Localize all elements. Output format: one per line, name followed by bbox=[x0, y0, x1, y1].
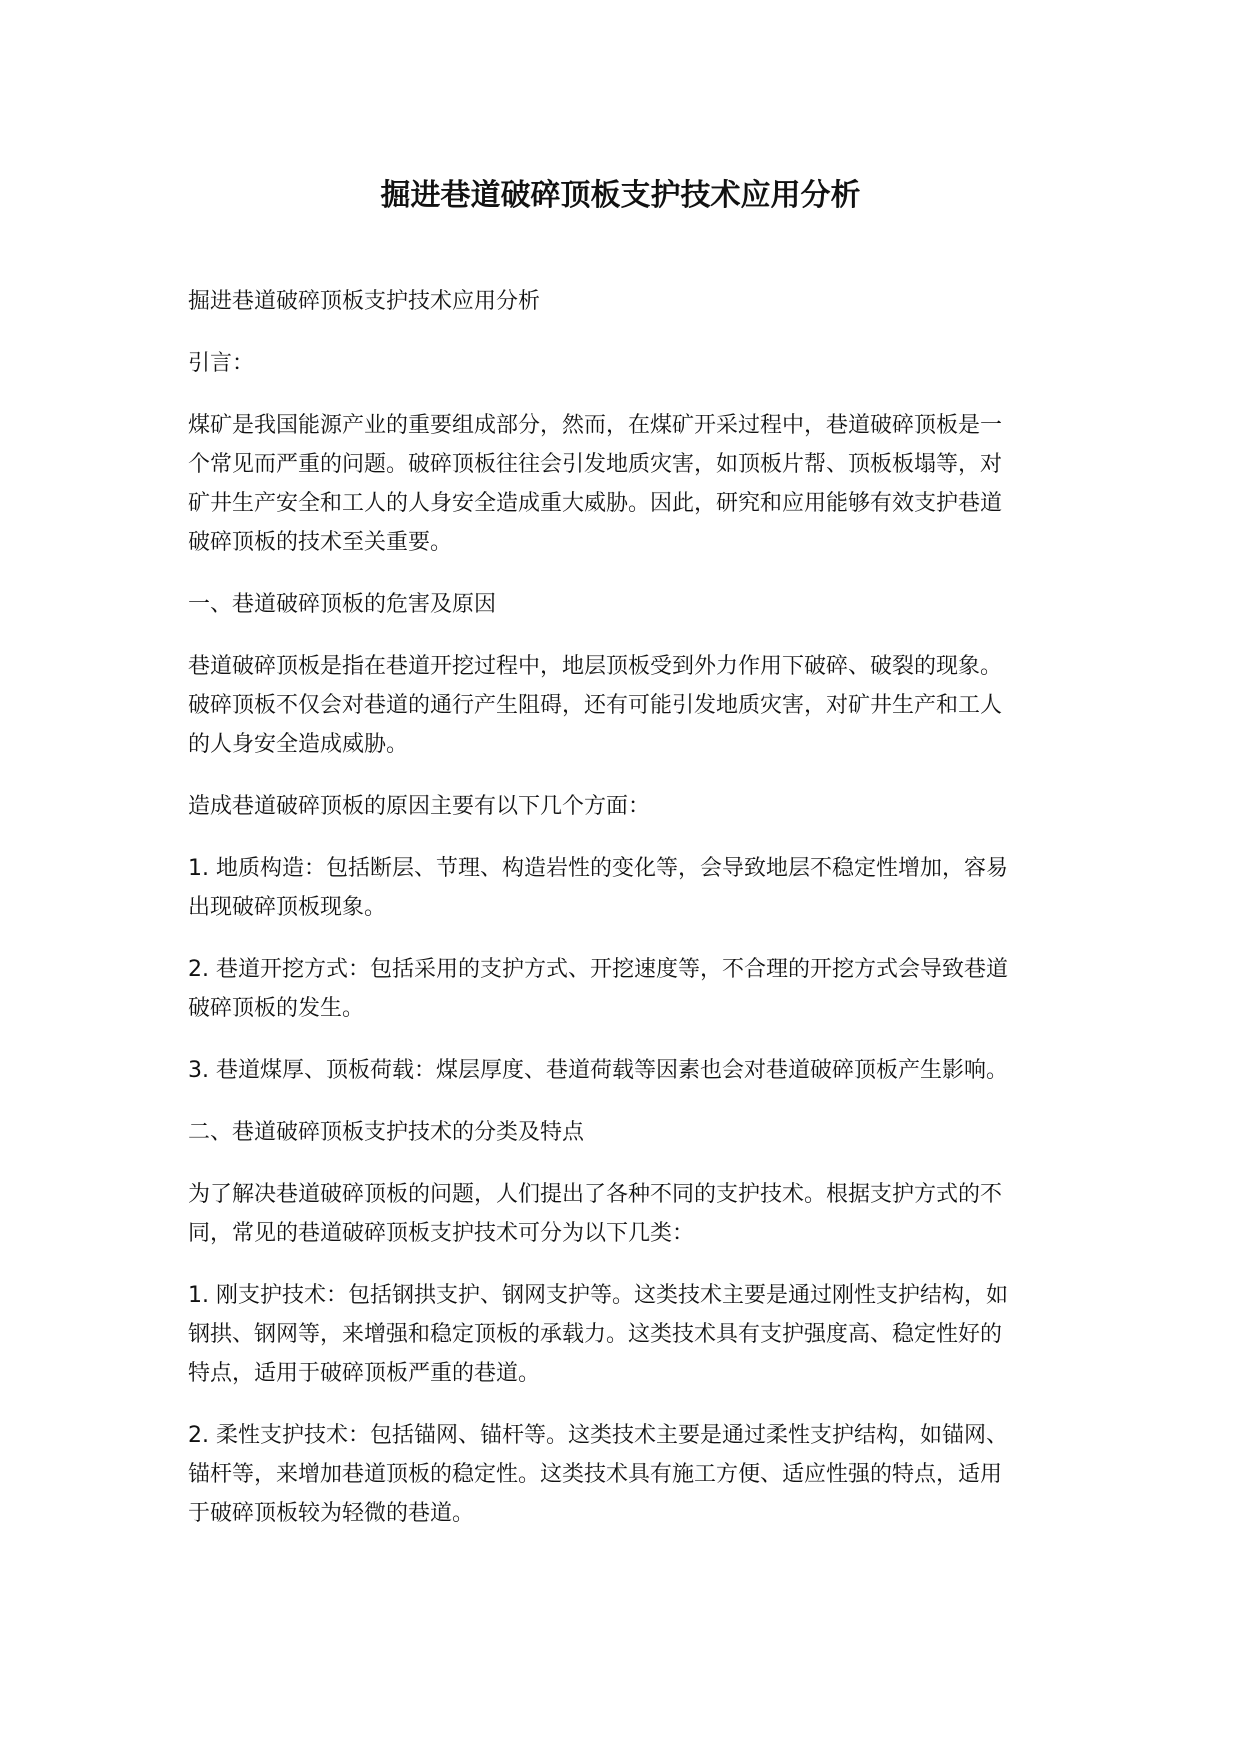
list-item-cause-2 bbox=[188, 950, 1048, 1028]
text-line: 为了解决巷道破碎顶板的问题，人们提出了各种不同的支护技术。根据支护方式的不 bbox=[188, 1182, 1003, 1207]
text-line: 的人身安全造成威胁。 bbox=[188, 732, 409, 757]
text-line: 同，常见的巷道破碎顶板支护技术可分为以下几类： bbox=[188, 1221, 695, 1246]
paragraph-causes-intro bbox=[188, 787, 1048, 826]
text-line: 锚杆等，来增加巷道顶板的稳定性。这类技术具有施工方便、适应性强的特点，适用 bbox=[188, 1462, 1003, 1487]
text-line: 巷道破碎顶板是指在巷道开挖过程中，地层顶板受到外力作用下破碎、破裂的现象。 bbox=[188, 654, 1003, 679]
text-line: 出现破碎顶板现象。 bbox=[188, 895, 387, 920]
paragraph-introduction-heading bbox=[188, 344, 1048, 383]
list-item-technique-2 bbox=[188, 1416, 1048, 1533]
text-line: 造成巷道破碎顶板的原因主要有以下几个方面： bbox=[188, 794, 651, 819]
text-line: 1. 地质构造：包括断层、节理、构造岩性的变化等，会导致地层不稳定性增加，容易 bbox=[188, 856, 1008, 881]
paragraph-subtitle bbox=[188, 282, 1048, 321]
text-line: 1. 刚支护技术：包括钢拱支护、钢网支护等。这类技术主要是通过刚性支护结构，如 bbox=[188, 1283, 1008, 1308]
section-heading-2 bbox=[188, 1113, 1048, 1152]
text-line: 掘进巷道破碎顶板支护技术应用分析 bbox=[188, 289, 541, 314]
text-line: 矿井生产安全和工人的人身安全造成重大威胁。因此，研究和应用能够有效支护巷道 bbox=[188, 491, 1003, 516]
text-line: 2. 巷道开挖方式：包括采用的支护方式、开挖速度等，不合理的开挖方式会导致巷道 bbox=[188, 957, 1008, 982]
text-line: 引言： bbox=[188, 351, 255, 376]
text-line: 二、巷道破碎顶板支护技术的分类及特点 bbox=[188, 1120, 585, 1145]
section-heading-1 bbox=[188, 585, 1048, 624]
text-line: 于破碎顶板较为轻微的巷道。 bbox=[188, 1501, 475, 1526]
text-line: 破碎顶板不仅会对巷道的通行产生阻碍，还有可能引发地质灾害，对矿井生产和工人 bbox=[188, 693, 1003, 718]
document-body bbox=[188, 282, 1048, 1556]
text-line: 钢拱、钢网等，来增强和稳定顶板的承载力。这类技术具有支护强度高、稳定性好的 bbox=[188, 1322, 1003, 1347]
list-item-cause-1 bbox=[188, 849, 1048, 927]
text-line: 煤矿是我国能源产业的重要组成部分，然而，在煤矿开采过程中，巷道破碎顶板是一 bbox=[188, 413, 1003, 438]
list-item-technique-1 bbox=[188, 1276, 1048, 1393]
text-line: 特点，适用于破碎顶板严重的巷道。 bbox=[188, 1361, 541, 1386]
document-title: 掘进巷道破碎顶板支护技术应用分析 bbox=[380, 178, 861, 213]
text-line: 破碎顶板的技术至关重要。 bbox=[188, 530, 453, 555]
text-line: 一、巷道破碎顶板的危害及原因 bbox=[188, 592, 497, 617]
paragraph-classification-intro bbox=[188, 1175, 1048, 1253]
text-line: 个常见而严重的问题。破碎顶板往往会引发地质灾害，如顶板片帮、顶板板塌等，对 bbox=[188, 452, 1003, 477]
text-line: 3. 巷道煤厚、顶板荷载：煤层厚度、巷道荷载等因素也会对巷道破碎顶板产生影响。 bbox=[188, 1058, 1008, 1083]
list-item-cause-3 bbox=[188, 1051, 1048, 1090]
text-line: 2. 柔性支护技术：包括锚网、锚杆等。这类技术主要是通过柔性支护结构，如锚网、 bbox=[188, 1423, 1008, 1448]
text-line: 破碎顶板的发生。 bbox=[188, 996, 365, 1021]
paragraph-introduction bbox=[188, 406, 1048, 562]
paragraph-hazards bbox=[188, 647, 1048, 764]
